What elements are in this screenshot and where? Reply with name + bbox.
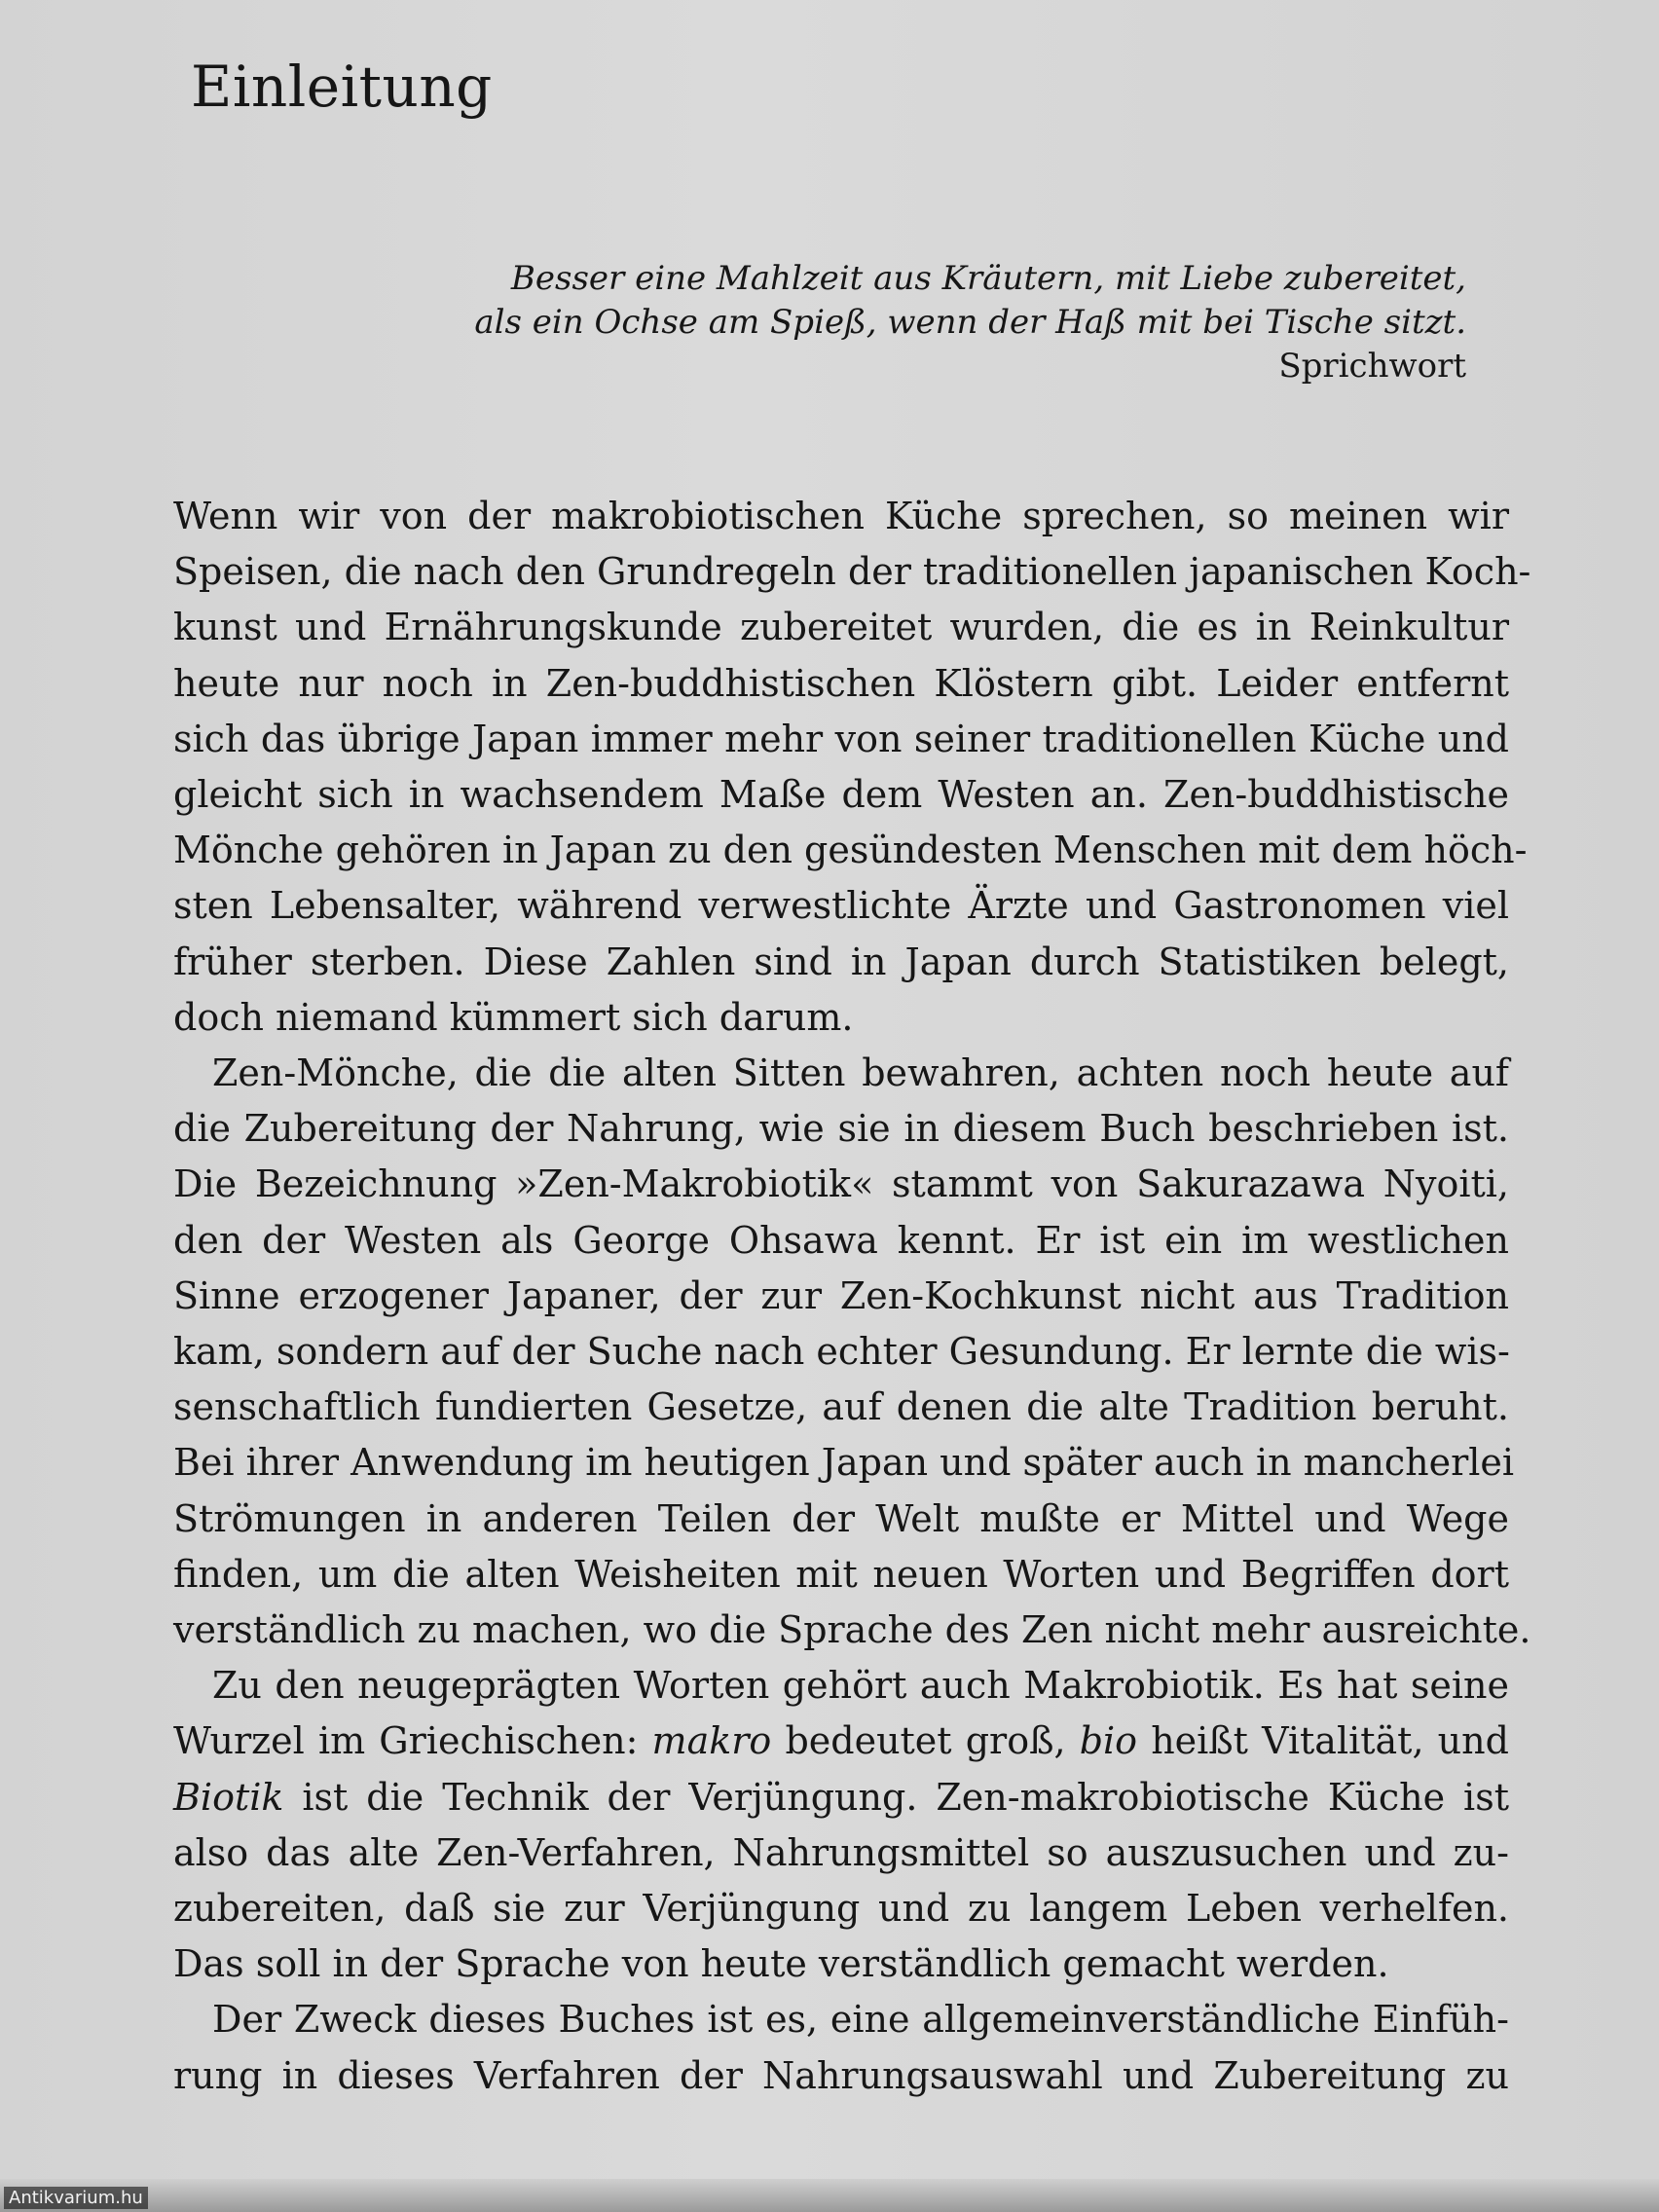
epigraph-line: Besser eine Mahlzeit aus Kräutern, mit Liebe zubereitet, [510,259,1466,298]
text-line: also das alte Zen-Verfahren, Nahrungsmittel so auszusuchen und zu- [173,1830,1509,1874]
epigraph-source: Sprichwort [1278,347,1466,386]
chapter-title: Einleitung [191,54,493,120]
page-bottom-edge [0,2179,1659,2212]
text-line: zubereiten, daß sie zur Verjüngung und zu langem Leben verhelfen. [173,1887,1509,1931]
text-line: Sinne erzogener Japaner, der zur Zen-Kochkunst nicht aus Tradition [173,1273,1509,1317]
text-line: heute nur noch in Zen-buddhistischen Klöstern gibt. Leider entfernt [173,661,1509,705]
text-line: kunst und Ernährungskunde zubereitet wurden, die es in Reinkultur [173,606,1509,649]
italic-term: bio [1079,1719,1138,1763]
text-line: rung in dieses Verfahren der Nahrungsauswahl und Zubereitung zu [173,2053,1509,2097]
text-line: Das soll in der Sprache von heute verständlich gemacht werden. [173,1942,1389,1986]
text-line: kam, sondern auf der Suche nach echter Gesundung. Er lernte die wis- [173,1330,1510,1374]
text-line: den der Westen als George Ohsawa kennt. Er ist ein im westlichen [173,1218,1509,1262]
text-line: doch niemand kümmert sich darum. [173,995,854,1039]
text-line: Wenn wir von der makrobiotischen Küche sprechen, so meinen wir [173,495,1509,537]
text-line: Biotik ist die Technik der Verjüngung. Zen-makrobiotische Küche ist [173,1775,1509,1819]
watermark: Antikvarium.hu [4,2187,148,2209]
text-line: Zen-Mönche, die die alten Sitten bewahren, achten noch heute auf [212,1051,1509,1095]
text-line: Speisen, die nach den Grundregeln der traditionellen japanischen Koch- [173,550,1531,594]
text-line: Bei ihrer Anwendung im heutigen Japan und später auch in mancherlei [173,1441,1515,1485]
text-line: sten Lebensalter, während verwestlichte Ärzte und Gastronomen viel [173,884,1509,928]
text-line: Strömungen in anderen Teilen der Welt mußte er Mittel und Wege [173,1496,1509,1540]
text-line: früher sterben. Diese Zahlen sind in Japan durch Statistiken belegt, [173,940,1509,983]
text-line: Der Zweck dieses Buches ist es, eine allgemeinverständliche Einfüh- [212,1998,1509,2042]
text-line: die Zubereitung der Nahrung, wie sie in diesem Buch beschrieben ist. [173,1107,1509,1151]
text-line: senschaftlich fundierten Gesetze, auf denen die alte Tradition beruht. [173,1385,1509,1429]
text-line: verständlich zu machen, wo die Sprache des Zen nicht mehr ausreichte. [173,1608,1531,1652]
text-line: finden, um die alten Weisheiten mit neuen Worten und Begriffen dort [173,1552,1509,1596]
epigraph [395,257,1466,388]
text-line: Die Bezeichnung »Zen-Makrobiotik« stammt von Sakurazawa Nyoiti, [173,1162,1509,1206]
text-line: gleicht sich in wachsendem Maße dem Westen an. Zen-buddhistische [173,773,1509,817]
text-line: sich das übrige Japan immer mehr von seiner traditionellen Küche und [173,717,1509,760]
epigraph-line: als ein Ochse am Spieß, wenn der Haß mit bei Tische sitzt. [474,303,1466,342]
italic-term: Biotik [173,1775,284,1819]
text-line: Zu den neugeprägten Worten gehört auch Makrobiotik. Es hat seine [212,1664,1509,1708]
text-line: Mönche gehören in Japan zu den gesündesten Menschen mit dem höch- [173,829,1528,872]
text-line: Wurzel im Griechischen: makro bedeutet groß, bio heißt Vitalität, und [173,1719,1509,1763]
italic-term: makro [651,1719,772,1763]
body-text [173,489,1531,2104]
